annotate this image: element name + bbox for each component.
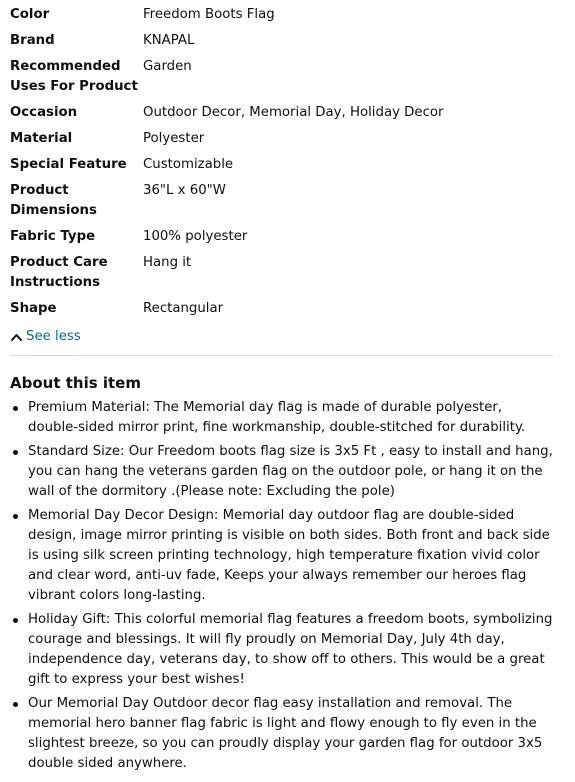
about-this-item-heading: About this item (10, 374, 141, 392)
spec-row-product-care (10, 247, 553, 293)
about-bullet-list (10, 398, 555, 778)
spec-row-color (10, 5, 553, 25)
see-less-link[interactable] (10, 327, 81, 347)
bullet-dot (13, 450, 18, 455)
spec-key: Material (10, 131, 73, 146)
list-item (10, 610, 555, 690)
bullet-text: Our Memorial Day Outdoor decor flag easy installation and removal. The memorial hero banner flag fabric is light and flowy enough to fly even in the slightest breeze, so you can proudly display your garden flag for outdoor 3x5 double sided anywhere. (28, 696, 543, 771)
spec-value: 100% polyester (143, 229, 248, 244)
product-specs-table (10, 5, 553, 319)
spec-value: Rectangular (143, 301, 224, 316)
spec-value: Freedom Boots Flag (143, 7, 275, 22)
spec-value: Customizable (143, 157, 234, 172)
spec-value: Polyester (143, 131, 205, 146)
bullet-dot (13, 514, 18, 519)
bullet-dot (13, 702, 18, 707)
bullet-text: Memorial Day Decor Design: Memorial day outdoor flag are double-sided design, image mirror printing is visible on both sides. Both front and back side is using silk screen printing technology, high temperature fixation vivid color and clear word, anti-uv fade, Keeps your always remember our heroes flag vibrant colors long-lasting. (28, 508, 550, 603)
spec-row-material (10, 123, 553, 149)
bullet-text: Standard Size: Our Freedom boots flag size is 3x5 Ft , easy to install and hang, you can hang the veterans garden flag on the outdoor pole, or hang it on the wall of the dormitory .(Please note: Excluding the pole) (28, 444, 553, 499)
spec-row-brand (10, 25, 553, 51)
chevron-up-icon (10, 327, 24, 347)
spec-value: Outdoor Decor, Memorial Day, Holiday Decor (143, 105, 444, 120)
spec-row-product-dimensions (10, 175, 553, 221)
spec-value: Garden (143, 59, 192, 74)
bullet-text: Holiday Gift: This colorful memorial flag features a freedom boots, symbolizing courage and blessings. It will fly proudly on Memorial Day, July 4th day, independence day, veterans day, to show off to others. This would be a great gift to express your best wishes! (28, 612, 553, 687)
see-less-label: See less (26, 329, 81, 344)
spec-value: 36"L x 60"W (143, 183, 226, 198)
list-item (10, 442, 555, 502)
list-item (10, 694, 555, 774)
spec-key: Shape (10, 301, 57, 316)
spec-key: Fabric Type (10, 229, 96, 244)
spec-key: Occasion (10, 105, 78, 120)
spec-row-shape (10, 293, 553, 319)
list-item (10, 398, 555, 438)
spec-row-fabric-type (10, 221, 553, 247)
spec-row-recommended-uses (10, 51, 553, 97)
spec-key: Product Dimensions (10, 183, 97, 218)
spec-value: KNAPAL (143, 33, 195, 48)
bullet-text: Premium Material: The Memorial day flag is made of durable polyester, double-sided mirror print, fine workmanship, double-stitched for durability. (28, 400, 526, 435)
bullet-dot (13, 618, 18, 623)
spec-key: Brand (10, 33, 55, 48)
spec-value: Hang it (143, 255, 192, 270)
list-item (10, 506, 555, 606)
spec-key: Product Care Instructions (10, 255, 108, 290)
spec-row-occasion (10, 97, 553, 123)
spec-key: Color (10, 7, 50, 22)
spec-key: Special Feature (10, 157, 127, 172)
bullet-dot (13, 406, 18, 411)
spec-row-special-feature (10, 149, 553, 175)
section-divider (10, 355, 553, 356)
spec-key: Recommended Uses For Product (10, 59, 138, 94)
